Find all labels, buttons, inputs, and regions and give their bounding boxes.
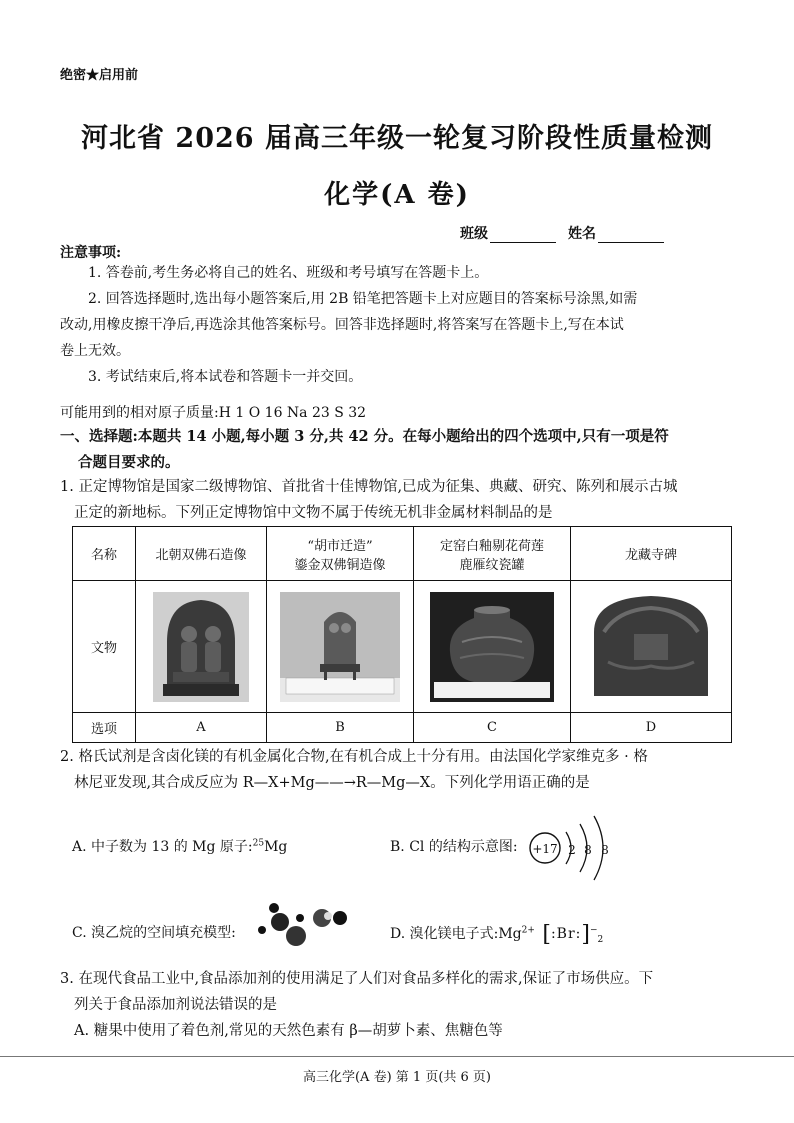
question-2 bbox=[60, 744, 750, 796]
note-item: 1. 答卷前,考生务必将自己的姓名、班级和考号填写在答题卡上。 bbox=[88, 265, 489, 281]
q2-option-c-text: C. 溴乙烷的空间填充模型: bbox=[72, 925, 236, 941]
relics-table bbox=[72, 526, 732, 743]
cl-structure-diagram bbox=[526, 808, 636, 888]
section1-instructions bbox=[60, 424, 750, 476]
relics-option-row bbox=[73, 713, 732, 743]
bromide-charge: − bbox=[589, 925, 598, 936]
exam-subtitle: 化学(A 卷) bbox=[324, 180, 470, 210]
relic-name-a: 北朝双佛石造像 bbox=[136, 527, 267, 581]
class-name-line bbox=[460, 223, 676, 243]
relic-image-d bbox=[571, 581, 732, 713]
porcelain-jar-image bbox=[430, 592, 554, 702]
shell-electrons-2: 8 bbox=[584, 843, 592, 857]
name-blank[interactable] bbox=[598, 228, 664, 243]
nucleus-label: +17 bbox=[532, 842, 558, 856]
q2-option-b-text: B. Cl 的结构示意图: bbox=[390, 839, 518, 855]
name-label: 姓名 bbox=[568, 226, 596, 242]
relic-name-b: “胡市迁造” 鎏金双佛铜造像 bbox=[267, 527, 414, 581]
section1-line: 合题目要求的。 bbox=[78, 454, 180, 471]
relic-image-a bbox=[136, 581, 267, 713]
q2-option-a[interactable] bbox=[72, 836, 287, 856]
header-cell-name: 名称 bbox=[73, 527, 136, 581]
shell-electrons-3: 8 bbox=[601, 843, 609, 857]
option-d[interactable]: D bbox=[571, 713, 732, 743]
footer-divider bbox=[0, 1056, 794, 1057]
shell-electrons-1: 2 bbox=[568, 843, 576, 857]
q3-option-a[interactable]: A. 糖果中使用了着色剂,常见的天然色素有 β—胡萝卜素、焦糖色等 bbox=[74, 1023, 503, 1039]
question-2-line: 2. 格氏试剂是含卤化镁的有机金属化合物,在有机合成上十分有用。由法国化学家维克多 · 格 bbox=[60, 749, 648, 765]
exam-title: 河北省 2026 届高三年级一轮复习阶段性质量检测 bbox=[81, 123, 713, 154]
note-item: 2. 回答选择题时,选出每小题答案后,用 2B 铅笔把答题卡上对应题目的答案标号涂黑,如需 bbox=[88, 291, 638, 307]
page-footer: 高三化学(A 卷) 第 1 页(共 6 页) bbox=[302, 1070, 491, 1085]
right-bracket: ] bbox=[581, 922, 590, 947]
bromide-subscript: 2 bbox=[597, 934, 604, 945]
mg-charge: 2+ bbox=[521, 925, 535, 936]
notes-list bbox=[60, 260, 740, 390]
relic-name-d: 龙藏寺碑 bbox=[571, 527, 732, 581]
q2-option-b[interactable] bbox=[390, 836, 518, 856]
option-b[interactable]: B bbox=[267, 713, 414, 743]
note-item: 3. 考试结束后,将本试卷和答题卡一并交回。 bbox=[88, 369, 363, 385]
left-bracket: [ bbox=[542, 922, 551, 947]
question-1-line: 正定的新地标。下列正定博物馆中文物不属于传统无机非金属材料制品的是 bbox=[74, 505, 553, 521]
option-c[interactable]: C bbox=[414, 713, 571, 743]
question-3-line: 列关于食品添加剂说法错误的是 bbox=[74, 997, 277, 1013]
bromide-dots: :Br: bbox=[550, 926, 582, 942]
note-item: 卷上无效。 bbox=[60, 343, 130, 359]
question-3 bbox=[60, 966, 750, 1044]
q2-option-c[interactable] bbox=[72, 922, 236, 942]
atomic-masses: 可能用到的相对原子质量:H 1 O 16 Na 23 S 32 bbox=[60, 405, 367, 421]
note-item: 改动,用橡皮擦干净后,再选涂其他答案标号。回答非选择题时,将答案写在答题卡上,写在本试 bbox=[60, 317, 624, 333]
option-a[interactable]: A bbox=[136, 713, 267, 743]
bromoethane-model bbox=[252, 896, 352, 952]
question-2-line: 林尼亚发现,其合成反应为 R—X+Mg——→R—Mg—X。下列化学用语正确的是 bbox=[74, 775, 590, 791]
notes-heading: 注意事项: bbox=[60, 245, 122, 261]
stele-image bbox=[588, 592, 714, 702]
bronze-buddha-image bbox=[280, 592, 400, 702]
mass-number: 25 bbox=[252, 838, 265, 849]
class-label: 班级 bbox=[460, 226, 488, 242]
relic-name-c: 定窑白釉剔花荷莲 鹿雁纹瓷罐 bbox=[414, 527, 571, 581]
relics-image-row bbox=[73, 581, 732, 713]
relic-image-b bbox=[267, 581, 414, 713]
question-1 bbox=[60, 474, 750, 526]
section1-line: 一、选择题:本题共 14 小题,每小题 3 分,共 42 分。在每小题给出的四个选项中,只有一项是符 bbox=[60, 428, 669, 445]
header-cell-option: 选项 bbox=[73, 713, 136, 743]
q2-option-d-text: D. 溴化镁电子式:Mg bbox=[390, 926, 522, 942]
question-1-line: 1. 正定博物馆是国家二级博物馆、首批省十佳博物馆,已成为征集、典藏、研究、陈列和展示古城 bbox=[60, 479, 678, 495]
secret-label: 绝密★启用前 bbox=[60, 68, 139, 83]
question-3-line: 3. 在现代食品工业中,食品添加剂的使用满足了人们对食品多样化的需求,保证了市场供应。下 bbox=[60, 971, 654, 987]
element-symbol: Mg bbox=[264, 839, 288, 855]
header-cell-relic: 文物 bbox=[73, 581, 136, 713]
relics-name-row bbox=[73, 527, 732, 581]
relic-image-c bbox=[414, 581, 571, 713]
stone-buddha-image bbox=[153, 592, 249, 702]
q2-option-d[interactable] bbox=[390, 922, 603, 947]
class-blank[interactable] bbox=[490, 228, 556, 243]
q2-option-a-text: A. 中子数为 13 的 Mg 原子: bbox=[72, 839, 253, 855]
